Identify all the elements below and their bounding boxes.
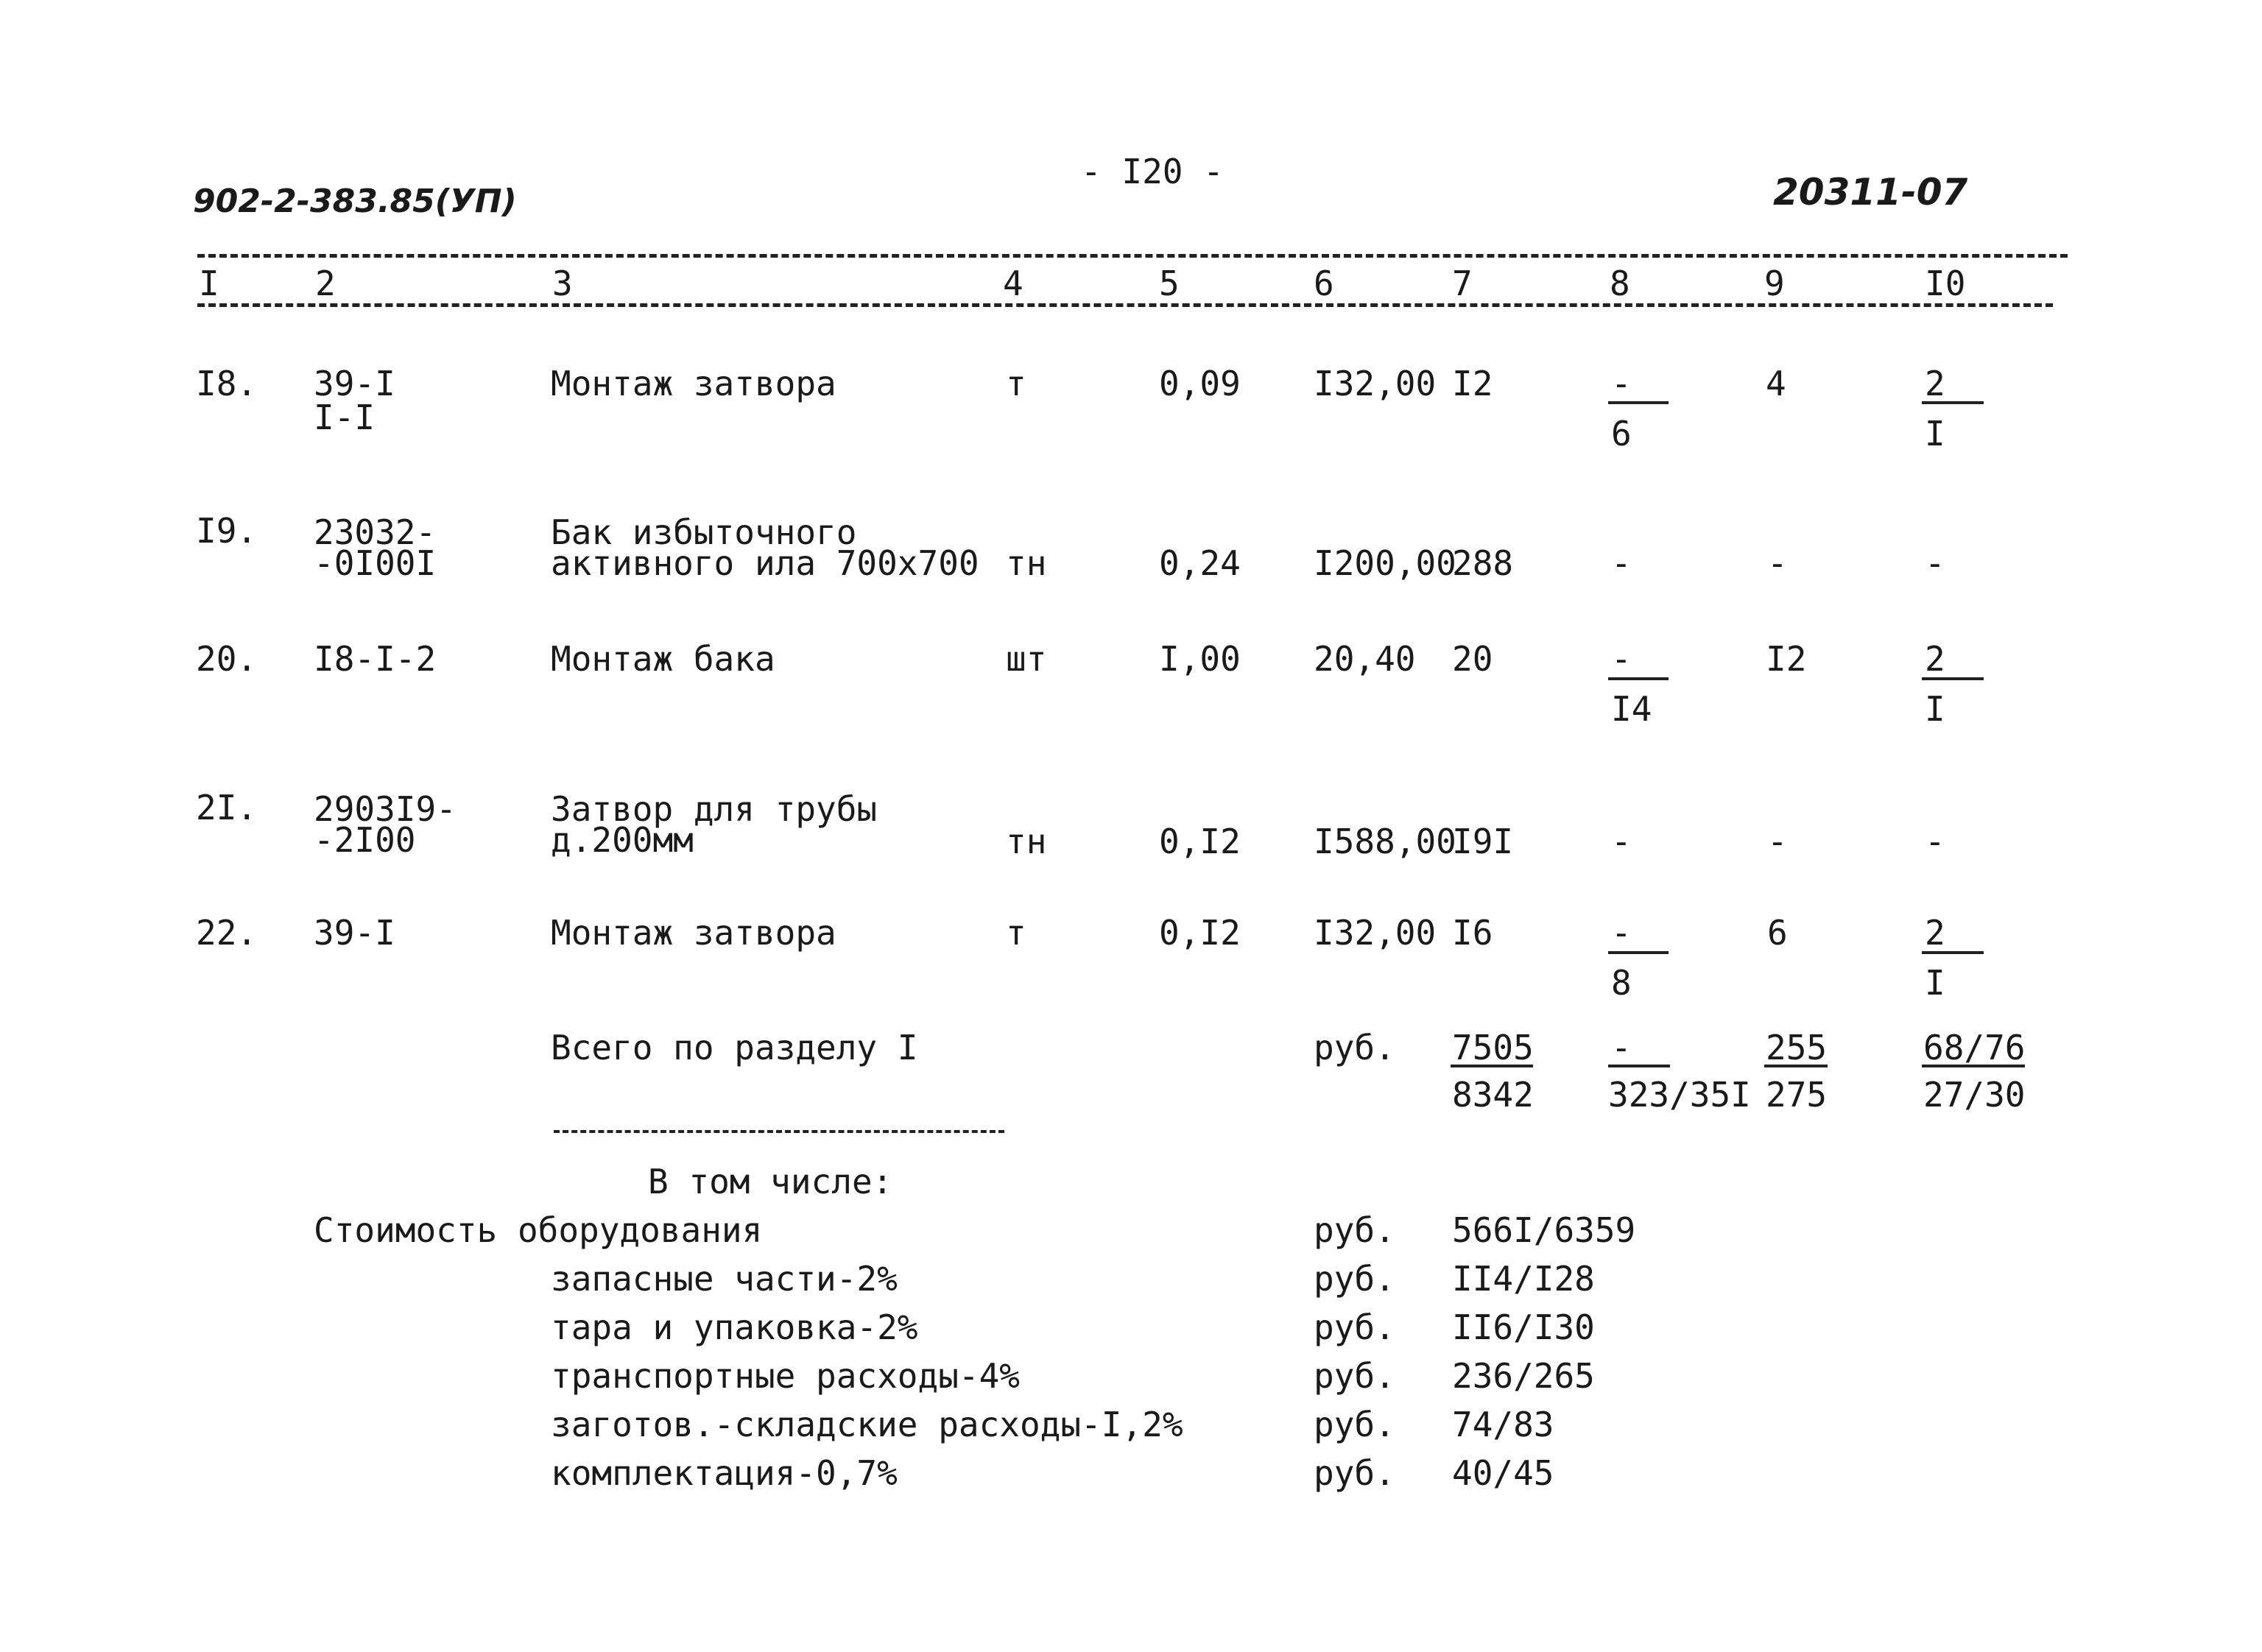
row-code: I8-I-2 — [314, 639, 437, 679]
row-col10-numerator: 2 — [1925, 913, 1945, 953]
fraction-bar — [1608, 677, 1669, 680]
item-label: комплектация-0,7% — [551, 1453, 898, 1493]
row-price: I588,00 — [1314, 822, 1456, 861]
row-col10-denominator: I — [1925, 414, 1945, 453]
row-col8-denominator: 6 — [1611, 414, 1632, 453]
row-name-line2: д.200мм — [551, 820, 694, 860]
row-col8-denominator: I4 — [1611, 689, 1652, 729]
row-quantity: 0,09 — [1159, 364, 1241, 403]
col-7-header: 7 — [1452, 264, 1473, 303]
row-col10-numerator: 2 — [1925, 364, 1945, 403]
row-total: 20 — [1452, 639, 1493, 679]
row-code: 23032- — [314, 512, 437, 552]
row-unit: тн — [1006, 543, 1047, 583]
row-code-line2: -0I00I — [314, 543, 437, 583]
document-code: 902-2-383.85(УП) — [193, 183, 517, 220]
equipment-cost-unit: руб. — [1314, 1210, 1395, 1250]
row-quantity: 0,24 — [1159, 543, 1241, 583]
total-col7-top: 7505 — [1452, 1028, 1534, 1067]
row-code-line2: I-I — [314, 398, 376, 437]
including-heading: В том числе: — [648, 1162, 893, 1201]
fraction-bar — [1922, 1065, 2025, 1067]
item-label: заготов.-складские расходы-I,2% — [551, 1405, 1183, 1444]
col-8-header: 8 — [1610, 264, 1630, 303]
row-name: Монтаж затвора — [551, 364, 836, 403]
row-col10-denominator: I — [1925, 963, 1945, 1003]
item-unit: руб. — [1314, 1259, 1395, 1299]
row-col8-numerator: - — [1611, 639, 1632, 679]
fraction-bar — [1922, 401, 1984, 404]
total-col7-bottom: 8342 — [1452, 1075, 1534, 1115]
fraction-bar — [1922, 677, 1984, 680]
row-code: 39-I — [314, 364, 395, 403]
row-unit: т — [1006, 913, 1026, 953]
row-col9: - — [1767, 822, 1788, 861]
row-col8-numerator: - — [1611, 364, 1632, 403]
row-col10-numerator: 2 — [1925, 639, 1945, 679]
row-number: I9. — [196, 511, 258, 551]
row-price: 20,40 — [1314, 639, 1416, 679]
page-number: - I20 - — [1081, 152, 1224, 191]
row-code: 2903I9- — [314, 789, 457, 829]
total-separator — [554, 1130, 1004, 1133]
row-price: I200,00 — [1314, 543, 1456, 583]
row-price: I32,00 — [1314, 364, 1437, 403]
row-total: I2 — [1452, 364, 1493, 403]
row-col9: 4 — [1766, 364, 1786, 403]
fraction-bar — [1608, 951, 1669, 954]
item-label: запасные части-2% — [551, 1259, 898, 1299]
row-col9: I2 — [1766, 639, 1807, 679]
row-col9: 6 — [1767, 913, 1788, 953]
total-label: Всего по разделу I — [551, 1028, 918, 1067]
fraction-bar — [1451, 1065, 1533, 1067]
row-col8-numerator: - — [1611, 913, 1632, 953]
row-code-line2: -2I00 — [314, 820, 416, 860]
col-5-header: 5 — [1159, 264, 1180, 303]
row-col8-denominator: 8 — [1611, 963, 1632, 1003]
row-unit: т — [1006, 364, 1026, 403]
total-col9-top: 255 — [1766, 1028, 1828, 1067]
item-value: 74/83 — [1452, 1405, 1554, 1444]
row-quantity: 0,I2 — [1159, 822, 1241, 861]
item-unit: руб. — [1314, 1356, 1395, 1396]
row-unit: шт — [1006, 639, 1047, 679]
row-quantity: I,00 — [1159, 639, 1241, 679]
total-col9-bottom: 275 — [1766, 1075, 1828, 1115]
equipment-cost-value: 566I/6359 — [1452, 1210, 1636, 1250]
total-col10-top: 68/76 — [1923, 1028, 2026, 1067]
header-top-rule — [197, 254, 2068, 258]
item-value: 40/45 — [1452, 1453, 1554, 1493]
row-total: I6 — [1452, 913, 1493, 953]
fraction-bar — [1608, 401, 1669, 404]
row-name: Монтаж бака — [551, 639, 775, 679]
item-label: тара и упаковка-2% — [551, 1307, 918, 1347]
row-col9: - — [1767, 543, 1788, 583]
row-number: I8. — [196, 364, 258, 403]
fraction-bar — [1608, 1065, 1670, 1067]
row-quantity: 0,I2 — [1159, 913, 1241, 953]
item-unit: руб. — [1314, 1307, 1395, 1347]
row-number: 2I. — [196, 788, 258, 827]
document-stamp: 20311-07 — [1773, 171, 1968, 213]
total-col10-bottom: 27/30 — [1923, 1075, 2026, 1115]
total-col8-bottom: 323/35I — [1608, 1075, 1751, 1115]
total-unit: руб. — [1314, 1028, 1395, 1067]
col-10-header: I0 — [1925, 264, 1966, 303]
item-unit: руб. — [1314, 1405, 1395, 1444]
row-col8: - — [1611, 543, 1632, 583]
row-price: I32,00 — [1314, 913, 1437, 953]
header-bottom-rule — [197, 303, 2053, 307]
row-number: 20. — [196, 639, 258, 679]
row-name: Затвор для трубы — [551, 789, 878, 829]
row-name: Монтаж затвора — [551, 913, 836, 953]
row-col10: - — [1925, 822, 1945, 861]
row-name-line2: активного ила 700х700 — [551, 543, 979, 583]
row-col10: - — [1925, 543, 1945, 583]
row-name: Бак избыточного — [551, 512, 857, 552]
fraction-bar — [1922, 951, 1984, 954]
item-value: II4/I28 — [1452, 1259, 1595, 1299]
item-value: 236/265 — [1452, 1356, 1595, 1396]
row-unit: тн — [1006, 822, 1047, 861]
row-col10-denominator: I — [1925, 689, 1945, 729]
row-total: I9I — [1452, 822, 1514, 861]
item-value: II6/I30 — [1452, 1307, 1595, 1347]
item-unit: руб. — [1314, 1453, 1395, 1493]
total-col8-top: - — [1611, 1028, 1632, 1067]
row-number: 22. — [196, 913, 258, 953]
item-label: транспортные расходы-4% — [551, 1356, 1020, 1396]
col-1-header: I — [199, 264, 219, 303]
col-3-header: 3 — [552, 264, 573, 303]
row-col8: - — [1611, 822, 1632, 861]
col-6-header: 6 — [1314, 264, 1334, 303]
col-9-header: 9 — [1764, 264, 1785, 303]
row-code: 39-I — [314, 913, 395, 953]
col-2-header: 2 — [315, 264, 336, 303]
col-4-header: 4 — [1003, 264, 1023, 303]
fraction-bar — [1764, 1065, 1828, 1067]
row-total: 288 — [1452, 543, 1514, 583]
equipment-cost-label: Стоимость оборудования — [314, 1210, 763, 1250]
